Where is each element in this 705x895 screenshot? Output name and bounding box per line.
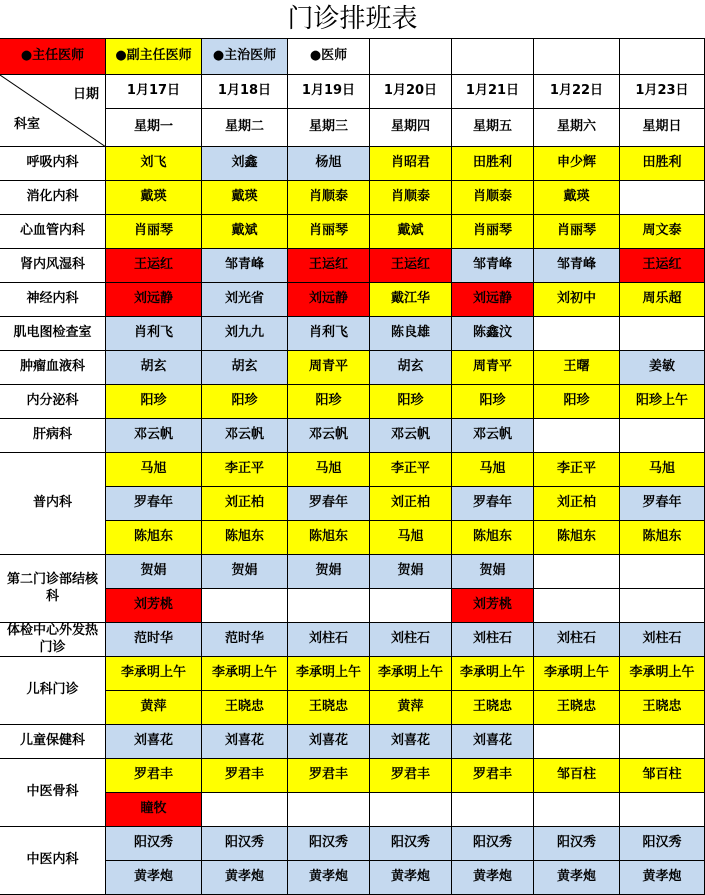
schedule-cell: 刘芳桃 xyxy=(106,589,202,623)
schedule-cell: 戴瑛 xyxy=(202,181,288,215)
weekday-header: 星期一 xyxy=(106,109,202,147)
schedule-cell: 李正平 xyxy=(534,453,620,487)
schedule-cell xyxy=(202,793,288,827)
legend-empty-cell xyxy=(534,39,620,75)
schedule-table xyxy=(0,38,705,889)
schedule-cell: 肖利飞 xyxy=(288,317,370,351)
schedule-cell: 刘九九 xyxy=(202,317,288,351)
schedule-cell: 肖丽琴 xyxy=(534,215,620,249)
schedule-cell: 黄萍 xyxy=(106,691,202,725)
date-header: 1月20日 xyxy=(370,75,452,109)
date-header: 1月18日 xyxy=(202,75,288,109)
schedule-cell: 黄孝炮 xyxy=(370,861,452,895)
schedule-cell: 胡玄 xyxy=(370,351,452,385)
schedule-cell: 田胜利 xyxy=(452,147,534,181)
schedule-cell: 王晓忠 xyxy=(202,691,288,725)
schedule-cell: 肖顺泰 xyxy=(288,181,370,215)
schedule-cell: 罗君丰 xyxy=(106,759,202,793)
legend-doctor: ●医师 xyxy=(288,39,370,75)
schedule-cell: 阳汉秀 xyxy=(106,827,202,861)
schedule-cell: 刘鑫 xyxy=(202,147,288,181)
schedule-cell: 王运红 xyxy=(370,249,452,283)
schedule-cell: 罗君丰 xyxy=(288,759,370,793)
schedule-cell: 王晓忠 xyxy=(288,691,370,725)
schedule-cell: 李承明上午 xyxy=(620,657,705,691)
schedule-cell: 邓云帆 xyxy=(452,419,534,453)
corner-dept-label: 科室 xyxy=(14,117,41,133)
schedule-cell: 阳珍 xyxy=(106,385,202,419)
schedule-cell: 邓云帆 xyxy=(370,419,452,453)
schedule-cell: 胡玄 xyxy=(106,351,202,385)
schedule-cell: 邓云帆 xyxy=(202,419,288,453)
department-name: 呼吸内科 xyxy=(0,147,106,181)
department-name: 神经内科 xyxy=(0,283,106,317)
schedule-cell: 罗君丰 xyxy=(370,759,452,793)
schedule-cell: 阳珍上午 xyxy=(620,385,705,419)
schedule-cell: 刘远静 xyxy=(288,283,370,317)
department-name: 中医骨科 xyxy=(0,759,106,827)
schedule-cell: 李承明上午 xyxy=(370,657,452,691)
schedule-cell: 戴瑛 xyxy=(534,181,620,215)
schedule-cell xyxy=(620,793,705,827)
department-name: 体检中心外发热门诊 xyxy=(0,623,106,657)
schedule-cell: 黄孝炮 xyxy=(620,861,705,895)
schedule-cell: 马旭 xyxy=(620,453,705,487)
schedule-cell: 黄孝炮 xyxy=(452,861,534,895)
schedule-cell xyxy=(620,317,705,351)
schedule-cell: 李承明上午 xyxy=(106,657,202,691)
schedule-cell: 黄孝炮 xyxy=(288,861,370,895)
schedule-cell: 戴斌 xyxy=(370,215,452,249)
schedule-cell: 罗春年 xyxy=(620,487,705,521)
schedule-cell xyxy=(534,589,620,623)
schedule-cell: 李承明上午 xyxy=(452,657,534,691)
schedule-cell: 王晓忠 xyxy=(620,691,705,725)
schedule-cell: 黄孝炮 xyxy=(202,861,288,895)
schedule-cell: 李正平 xyxy=(202,453,288,487)
schedule-cell: 罗君丰 xyxy=(452,759,534,793)
schedule-cell xyxy=(534,555,620,589)
department-name: 中医内科 xyxy=(0,827,106,895)
schedule-cell: 肖丽琴 xyxy=(452,215,534,249)
schedule-cell xyxy=(534,419,620,453)
schedule-cell: 罗春年 xyxy=(288,487,370,521)
weekday-header: 星期四 xyxy=(370,109,452,147)
schedule-cell: 阳珍 xyxy=(202,385,288,419)
schedule-cell: 黄萍 xyxy=(370,691,452,725)
schedule-cell: 李承明上午 xyxy=(202,657,288,691)
schedule-cell: 刘芳桃 xyxy=(452,589,534,623)
schedule-cell: 王晓忠 xyxy=(452,691,534,725)
schedule-cell: 贺娟 xyxy=(106,555,202,589)
schedule-cell: 阳珍 xyxy=(534,385,620,419)
date-header: 1月23日 xyxy=(620,75,705,109)
schedule-cell: 阳珍 xyxy=(370,385,452,419)
schedule-cell: 戴瑛 xyxy=(106,181,202,215)
schedule-cell: 刘柱石 xyxy=(620,623,705,657)
schedule-cell: 马旭 xyxy=(452,453,534,487)
schedule-cell: 肖昭君 xyxy=(370,147,452,181)
schedule-cell: 陈旭东 xyxy=(534,521,620,555)
schedule-cell xyxy=(202,589,288,623)
department-name: 肌电图检查室 xyxy=(0,317,106,351)
legend-associate: ●副主任医师 xyxy=(106,39,202,75)
schedule-cell: 杨旭 xyxy=(288,147,370,181)
schedule-cell: 阳珍 xyxy=(288,385,370,419)
department-name: 内分泌科 xyxy=(0,385,106,419)
department-name: 普内科 xyxy=(0,453,106,555)
schedule-cell: 周文泰 xyxy=(620,215,705,249)
schedule-cell: 肖丽琴 xyxy=(106,215,202,249)
schedule-cell: 肖利飞 xyxy=(106,317,202,351)
schedule-cell: 戴斌 xyxy=(202,215,288,249)
schedule-cell xyxy=(288,793,370,827)
schedule-cell xyxy=(620,725,705,759)
schedule-cell: 王曙 xyxy=(534,351,620,385)
schedule-cell xyxy=(620,181,705,215)
schedule-cell: 黄孝炮 xyxy=(106,861,202,895)
schedule-cell xyxy=(620,419,705,453)
schedule-cell: 刘柱石 xyxy=(288,623,370,657)
schedule-cell xyxy=(620,589,705,623)
schedule-cell: 刘光省 xyxy=(202,283,288,317)
weekday-header: 星期五 xyxy=(452,109,534,147)
legend-empty-cell xyxy=(452,39,534,75)
date-header: 1月21日 xyxy=(452,75,534,109)
schedule-cell: 贺娟 xyxy=(288,555,370,589)
date-header: 1月19日 xyxy=(288,75,370,109)
legend-chief: ●主任医师 xyxy=(0,39,106,75)
schedule-cell: 刘正柏 xyxy=(534,487,620,521)
department-name: 肿瘤血液科 xyxy=(0,351,106,385)
schedule-cell: 刘正柏 xyxy=(202,487,288,521)
page-title: 门诊排班表 xyxy=(287,4,418,34)
schedule-cell: 范时华 xyxy=(202,623,288,657)
schedule-cell: 刘喜花 xyxy=(106,725,202,759)
weekday-header: 星期日 xyxy=(620,109,705,147)
schedule-cell: 刘远静 xyxy=(106,283,202,317)
schedule-cell: 贺娟 xyxy=(452,555,534,589)
schedule-cell: 邹百柱 xyxy=(534,759,620,793)
schedule-cell: 陈旭东 xyxy=(620,521,705,555)
schedule-cell: 阳汉秀 xyxy=(534,827,620,861)
schedule-cell: 瞳牧 xyxy=(106,793,202,827)
schedule-cell: 王运红 xyxy=(620,249,705,283)
schedule-cell: 王运红 xyxy=(288,249,370,283)
department-name: 肾内风湿科 xyxy=(0,249,106,283)
department-name: 儿科门诊 xyxy=(0,657,106,725)
schedule-cell: 刘柱石 xyxy=(452,623,534,657)
schedule-cell xyxy=(534,317,620,351)
schedule-cell xyxy=(452,793,534,827)
schedule-cell: 贺娟 xyxy=(370,555,452,589)
schedule-cell: 黄孝炮 xyxy=(534,861,620,895)
schedule-cell xyxy=(534,793,620,827)
schedule-cell: 邓云帆 xyxy=(106,419,202,453)
schedule-cell: 姜敏 xyxy=(620,351,705,385)
schedule-cell: 王晓忠 xyxy=(534,691,620,725)
legend-attending: ●主治医师 xyxy=(202,39,288,75)
schedule-cell xyxy=(370,793,452,827)
schedule-cell xyxy=(534,725,620,759)
schedule-cell: 陈旭东 xyxy=(452,521,534,555)
weekday-header: 星期三 xyxy=(288,109,370,147)
schedule-cell: 罗君丰 xyxy=(202,759,288,793)
schedule-cell: 邓云帆 xyxy=(288,419,370,453)
department-name: 儿童保健科 xyxy=(0,725,106,759)
schedule-cell: 马旭 xyxy=(288,453,370,487)
department-name: 心血管内科 xyxy=(0,215,106,249)
schedule-cell: 刘飞 xyxy=(106,147,202,181)
schedule-cell: 贺娟 xyxy=(202,555,288,589)
legend-empty-cell xyxy=(620,39,705,75)
schedule-cell xyxy=(288,589,370,623)
schedule-cell: 罗春年 xyxy=(106,487,202,521)
schedule-cell: 阳汉秀 xyxy=(288,827,370,861)
schedule-cell: 阳汉秀 xyxy=(620,827,705,861)
schedule-cell: 李正平 xyxy=(370,453,452,487)
schedule-cell: 陈鑫汶 xyxy=(452,317,534,351)
weekday-header: 星期二 xyxy=(202,109,288,147)
schedule-cell: 罗春年 xyxy=(452,487,534,521)
schedule-cell: 范时华 xyxy=(106,623,202,657)
schedule-cell: 阳珍 xyxy=(452,385,534,419)
schedule-cell: 陈旭东 xyxy=(288,521,370,555)
date-header: 1月22日 xyxy=(534,75,620,109)
schedule-cell: 王运红 xyxy=(106,249,202,283)
schedule-cell: 周青平 xyxy=(288,351,370,385)
schedule-cell: 刘柱石 xyxy=(534,623,620,657)
corner-date-label: 日期 xyxy=(72,87,99,102)
schedule-cell: 阳汉秀 xyxy=(452,827,534,861)
schedule-cell: 肖丽琴 xyxy=(288,215,370,249)
schedule-cell: 刘喜花 xyxy=(202,725,288,759)
department-name: 第二门诊部结核科 xyxy=(0,555,106,623)
schedule-cell: 戴江华 xyxy=(370,283,452,317)
schedule-cell: 刘喜花 xyxy=(452,725,534,759)
date-header: 1月17日 xyxy=(106,75,202,109)
legend-empty-cell xyxy=(370,39,452,75)
schedule-cell: 陈旭东 xyxy=(106,521,202,555)
schedule-cell: 李承明上午 xyxy=(534,657,620,691)
schedule-cell: 刘初中 xyxy=(534,283,620,317)
corner-diagonal xyxy=(0,75,106,147)
schedule-cell: 马旭 xyxy=(106,453,202,487)
schedule-cell: 陈良雄 xyxy=(370,317,452,351)
schedule-cell: 邹青峰 xyxy=(534,249,620,283)
schedule-cell: 刘柱石 xyxy=(370,623,452,657)
schedule-cell: 胡玄 xyxy=(202,351,288,385)
schedule-cell: 刘远静 xyxy=(452,283,534,317)
schedule-cell: 周青平 xyxy=(452,351,534,385)
schedule-cell: 刘正柏 xyxy=(370,487,452,521)
schedule-cell xyxy=(620,555,705,589)
schedule-cell: 肖顺泰 xyxy=(370,181,452,215)
schedule-cell: 申少辉 xyxy=(534,147,620,181)
schedule-cell: 阳汉秀 xyxy=(202,827,288,861)
schedule-cell: 周乐超 xyxy=(620,283,705,317)
department-name: 消化内科 xyxy=(0,181,106,215)
schedule-cell: 刘喜花 xyxy=(288,725,370,759)
schedule-cell xyxy=(370,589,452,623)
schedule-cell: 邹青峰 xyxy=(202,249,288,283)
schedule-cell: 邹青峰 xyxy=(452,249,534,283)
corner-header xyxy=(0,75,106,147)
schedule-cell: 邹百柱 xyxy=(620,759,705,793)
schedule-cell: 肖顺泰 xyxy=(452,181,534,215)
schedule-cell: 马旭 xyxy=(370,521,452,555)
schedule-cell: 阳汉秀 xyxy=(370,827,452,861)
schedule-cell: 刘喜花 xyxy=(370,725,452,759)
department-name: 肝病科 xyxy=(0,419,106,453)
schedule-cell: 田胜利 xyxy=(620,147,705,181)
weekday-header: 星期六 xyxy=(534,109,620,147)
schedule-cell: 陈旭东 xyxy=(202,521,288,555)
schedule-cell: 李承明上午 xyxy=(288,657,370,691)
